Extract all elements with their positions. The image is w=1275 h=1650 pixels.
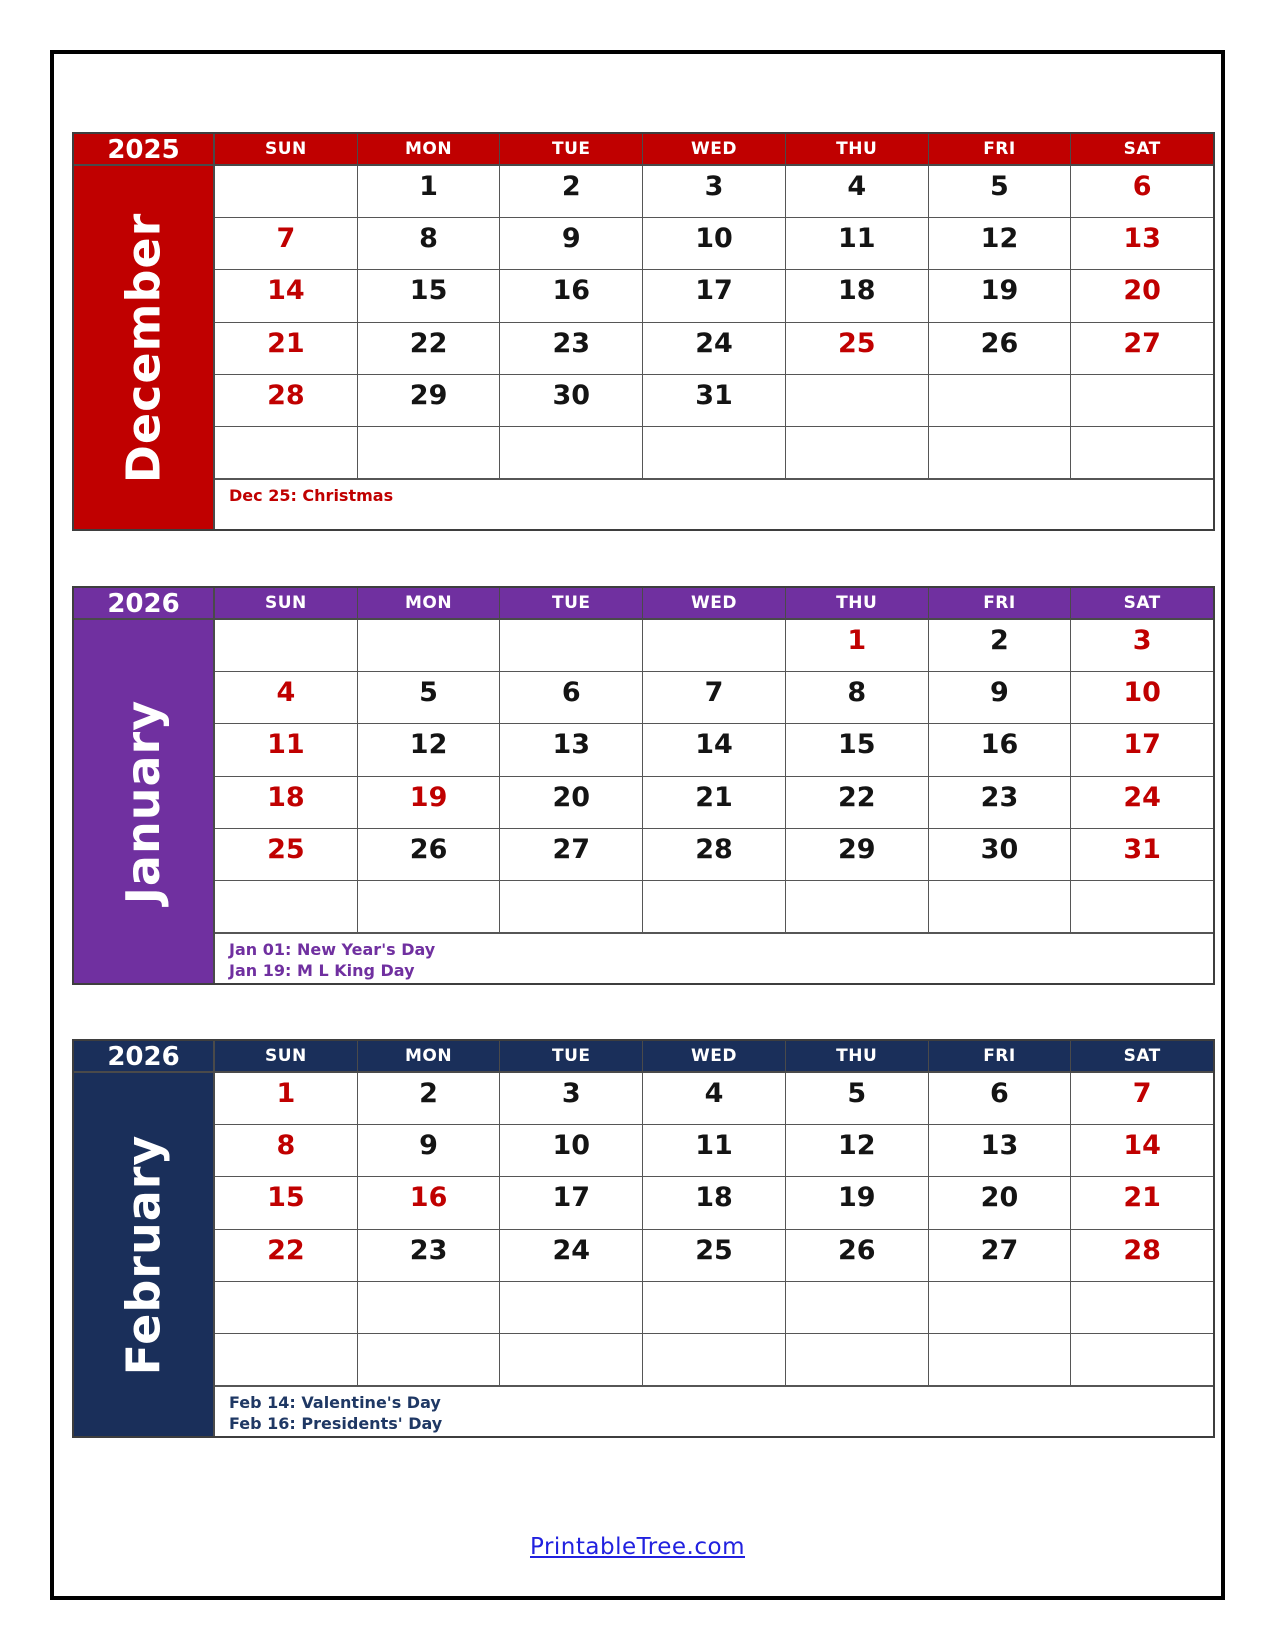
empty-date-cell: [358, 620, 501, 671]
empty-date-cell: [215, 620, 358, 671]
empty-date-cell: [358, 1334, 501, 1385]
empty-date-cell: [358, 1282, 501, 1333]
date-cell: 15: [786, 724, 929, 775]
date-cell: 4: [643, 1073, 786, 1124]
date-cell: 14: [643, 724, 786, 775]
date-cell: 3: [643, 166, 786, 217]
february-month-name-area: [74, 1073, 213, 1436]
december-weeks: [215, 166, 1213, 480]
date-cell: 13: [1123, 223, 1161, 255]
january-weeks: [215, 620, 1213, 934]
weekday-label: MON: [358, 588, 501, 618]
date-cell: 9: [500, 218, 643, 269]
date-cell: 3: [1132, 625, 1152, 656]
week-row: [215, 829, 1213, 881]
weekday-label: THU: [786, 134, 929, 164]
weekday-label: SAT: [1123, 593, 1161, 613]
date-cell: 4: [215, 672, 358, 723]
week-row: [215, 1125, 1213, 1177]
january-date-grid: [215, 588, 1213, 983]
empty-date-cell: [500, 427, 643, 478]
weekday-label: THU: [786, 588, 929, 618]
december-weekday-header-row: [215, 134, 1213, 166]
date-cell: 7: [215, 218, 358, 269]
date-cell: 5: [786, 1073, 929, 1124]
december-holiday-notes: [215, 480, 1213, 529]
weekday-label: TUE: [500, 588, 643, 618]
date-cell: 9: [929, 672, 1072, 723]
empty-date-cell: [929, 1334, 1072, 1385]
week-row: [215, 777, 1213, 829]
date-cell: 10: [1123, 677, 1161, 709]
week-row: [215, 270, 1213, 322]
december-date-grid: [215, 134, 1213, 529]
week-row: [215, 1282, 1213, 1334]
empty-date-cell: [786, 1334, 929, 1385]
holiday-note: Jan 01: New Year's Day: [229, 940, 436, 959]
date-cell: 28: [643, 829, 786, 880]
date-cell: 8: [358, 218, 501, 269]
date-cell: 23: [358, 1230, 501, 1281]
holiday-note: Jan 19: M L King Day: [229, 961, 415, 980]
printabletree-link[interactable]: PrintableTree.com: [530, 1534, 745, 1560]
month-calendar-january-2026: [72, 586, 1215, 985]
empty-date-cell: [358, 427, 501, 478]
date-cell: 9: [358, 1125, 501, 1176]
empty-date-cell: [929, 1282, 1072, 1333]
footer: [0, 1534, 1275, 1560]
date-cell: 15: [215, 1177, 358, 1228]
date-cell: 2: [929, 620, 1072, 671]
week-row: [215, 620, 1213, 672]
empty-date-cell: [929, 427, 1072, 478]
date-cell: 15: [358, 270, 501, 321]
empty-date-cell: [786, 881, 929, 932]
empty-date-cell: [500, 881, 643, 932]
date-cell: 14: [1123, 1130, 1161, 1162]
date-cell: 26: [786, 1230, 929, 1281]
empty-date-cell: [643, 881, 786, 932]
date-cell: 8: [215, 1125, 358, 1176]
date-cell: 11: [643, 1125, 786, 1176]
january-month-name-area: [74, 620, 213, 983]
empty-date-cell: [1071, 1282, 1213, 1333]
week-row: [215, 881, 1213, 934]
january-month-band: [74, 588, 215, 983]
date-cell: 27: [929, 1230, 1072, 1281]
week-row: [215, 323, 1213, 375]
date-cell: 16: [358, 1177, 501, 1228]
week-row: [215, 1177, 1213, 1229]
date-cell: 19: [786, 1177, 929, 1228]
empty-date-cell: [786, 1282, 929, 1333]
date-cell: 24: [643, 323, 786, 374]
weekday-label: WED: [643, 134, 786, 164]
date-cell: 7: [1132, 1078, 1152, 1109]
week-row: [215, 1230, 1213, 1282]
date-cell: 6: [929, 1073, 1072, 1124]
weekday-label: SUN: [215, 1041, 358, 1071]
date-cell: 1: [786, 620, 929, 671]
january-month-name: January: [116, 699, 171, 904]
date-cell: 19: [929, 270, 1072, 321]
date-cell: 30: [929, 829, 1072, 880]
date-cell: 10: [643, 218, 786, 269]
date-cell: 27: [1123, 327, 1161, 359]
date-cell: 29: [358, 375, 501, 426]
date-cell: 31: [1123, 833, 1161, 865]
empty-date-cell: [643, 427, 786, 478]
date-cell: 16: [500, 270, 643, 321]
date-cell: 22: [358, 323, 501, 374]
weekday-label: MON: [358, 134, 501, 164]
date-cell: 1: [215, 1073, 358, 1124]
weekday-label: SUN: [215, 134, 358, 164]
february-weeks: [215, 1073, 1213, 1387]
week-row: [215, 166, 1213, 218]
date-cell: 22: [786, 777, 929, 828]
february-weekday-header-row: [215, 1041, 1213, 1073]
january-weekday-header-row: [215, 588, 1213, 620]
empty-date-cell: [358, 881, 501, 932]
date-cell: 11: [215, 724, 358, 775]
date-cell: 30: [500, 375, 643, 426]
weekday-label: FRI: [929, 588, 1072, 618]
date-cell: 11: [786, 218, 929, 269]
date-cell: 18: [643, 1177, 786, 1228]
week-row: [215, 1073, 1213, 1125]
empty-date-cell: [215, 427, 358, 478]
date-cell: 13: [929, 1125, 1072, 1176]
date-cell: 24: [1123, 781, 1161, 813]
date-cell: 4: [786, 166, 929, 217]
empty-date-cell: [215, 1334, 358, 1385]
december-month-name-area: [74, 166, 213, 529]
date-cell: 20: [500, 777, 643, 828]
holiday-note: Dec 25: Christmas: [229, 486, 394, 505]
empty-date-cell: [500, 1334, 643, 1385]
weekday-label: TUE: [500, 134, 643, 164]
weekday-label: WED: [643, 1041, 786, 1071]
date-cell: 28: [215, 375, 358, 426]
date-cell: 7: [643, 672, 786, 723]
empty-date-cell: [215, 881, 358, 932]
date-cell: 24: [500, 1230, 643, 1281]
empty-date-cell: [500, 620, 643, 671]
date-cell: 16: [929, 724, 1072, 775]
empty-date-cell: [215, 1282, 358, 1333]
empty-date-cell: [643, 1282, 786, 1333]
week-row: [215, 218, 1213, 270]
date-cell: 1: [358, 166, 501, 217]
date-cell: 10: [500, 1125, 643, 1176]
date-cell: 18: [786, 270, 929, 321]
weekday-label: TUE: [500, 1041, 643, 1071]
week-row: [215, 375, 1213, 427]
empty-date-cell: [1071, 427, 1213, 478]
weekday-label: SAT: [1123, 139, 1161, 159]
date-cell: 27: [500, 829, 643, 880]
date-cell: 31: [643, 375, 786, 426]
week-row: [215, 724, 1213, 776]
weekday-label: FRI: [929, 1041, 1072, 1071]
holiday-note: Feb 16: Presidents' Day: [229, 1414, 443, 1433]
date-cell: 12: [358, 724, 501, 775]
week-row: [215, 1334, 1213, 1387]
date-cell: 25: [786, 323, 929, 374]
empty-date-cell: [929, 375, 1072, 426]
date-cell: 19: [358, 777, 501, 828]
date-cell: 8: [786, 672, 929, 723]
date-cell: 29: [786, 829, 929, 880]
month-calendar-february-2026: [72, 1039, 1215, 1438]
date-cell: 20: [929, 1177, 1072, 1228]
empty-date-cell: [643, 1334, 786, 1385]
date-cell: 12: [786, 1125, 929, 1176]
february-holiday-notes: [215, 1387, 1213, 1436]
february-year-label: 2026: [74, 1041, 213, 1073]
date-cell: 12: [929, 218, 1072, 269]
weekday-label: FRI: [929, 134, 1072, 164]
date-cell: 25: [215, 829, 358, 880]
date-cell: 2: [500, 166, 643, 217]
february-date-grid: [215, 1041, 1213, 1436]
date-cell: 23: [929, 777, 1072, 828]
empty-date-cell: [786, 427, 929, 478]
date-cell: 6: [500, 672, 643, 723]
date-cell: 28: [1123, 1234, 1161, 1266]
empty-date-cell: [215, 166, 358, 217]
date-cell: 21: [1123, 1182, 1161, 1214]
date-cell: 5: [358, 672, 501, 723]
empty-date-cell: [1071, 375, 1213, 426]
empty-date-cell: [643, 620, 786, 671]
date-cell: 26: [358, 829, 501, 880]
date-cell: 18: [215, 777, 358, 828]
date-cell: 13: [500, 724, 643, 775]
december-month-name: December: [116, 212, 171, 483]
date-cell: 26: [929, 323, 1072, 374]
date-cell: 23: [500, 323, 643, 374]
empty-date-cell: [500, 1282, 643, 1333]
holiday-note: Feb 14: Valentine's Day: [229, 1393, 441, 1412]
date-cell: 2: [358, 1073, 501, 1124]
weekday-label: MON: [358, 1041, 501, 1071]
date-cell: 25: [643, 1230, 786, 1281]
date-cell: 14: [215, 270, 358, 321]
empty-date-cell: [1071, 1334, 1213, 1385]
month-calendar-december-2025: [72, 132, 1215, 531]
empty-date-cell: [786, 375, 929, 426]
date-cell: 22: [215, 1230, 358, 1281]
empty-date-cell: [929, 881, 1072, 932]
december-year-label: 2025: [74, 134, 213, 166]
january-year-label: 2026: [74, 588, 213, 620]
february-month-name: February: [116, 1134, 171, 1375]
date-cell: 20: [1123, 275, 1161, 307]
february-month-band: [74, 1041, 215, 1436]
weekday-label: THU: [786, 1041, 929, 1071]
date-cell: 3: [500, 1073, 643, 1124]
week-row: [215, 672, 1213, 724]
date-cell: 5: [929, 166, 1072, 217]
december-month-band: [74, 134, 215, 529]
january-holiday-notes: [215, 934, 1213, 983]
week-row: [215, 427, 1213, 480]
weekday-label: WED: [643, 588, 786, 618]
weekday-label: SUN: [215, 588, 358, 618]
date-cell: 6: [1132, 171, 1152, 202]
date-cell: 17: [500, 1177, 643, 1228]
empty-date-cell: [1071, 881, 1213, 932]
weekday-label: SAT: [1123, 1046, 1161, 1066]
date-cell: 17: [1123, 729, 1161, 761]
date-cell: 21: [643, 777, 786, 828]
date-cell: 21: [215, 323, 358, 374]
date-cell: 17: [643, 270, 786, 321]
